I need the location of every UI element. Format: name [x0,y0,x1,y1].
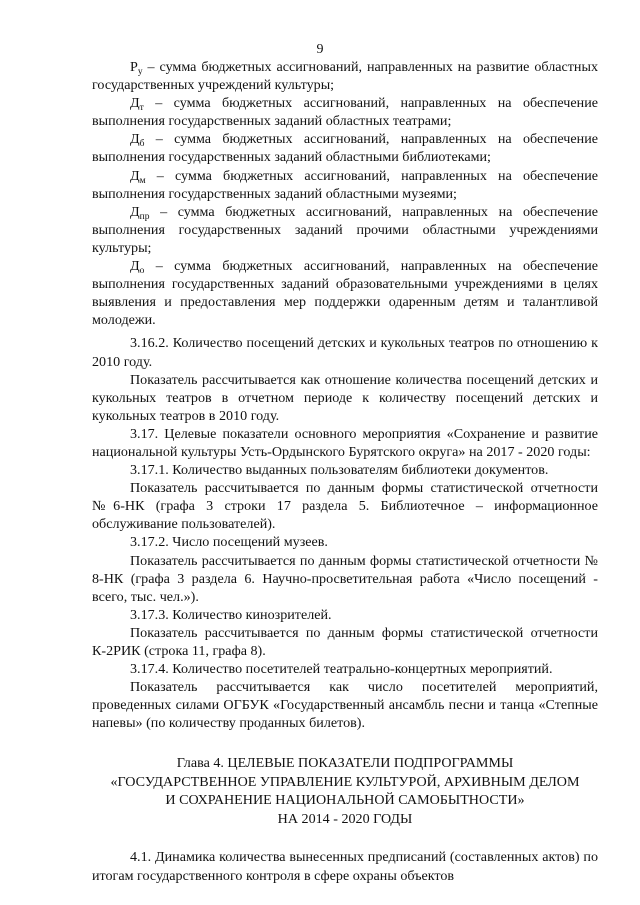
heading-line: НА 2014 - 2020 ГОДЫ [277,810,413,827]
chapter-heading [92,754,598,828]
paragraph-3-17-3-method: Показатель рассчитывается по данным формы статистической отчетности К-2РИК (строка 11, графа 8). [92,624,598,659]
section-3-17: 3.17. Целевые показатели основного мероприятия «Сохранение и развитие национальной культуры Усть-Ордынского Бурятского округа» на 2017 - 2020 годы: [92,425,598,460]
section-3-17-3: 3.17.3. Количество кинозрителей. [130,606,332,623]
section-3-16-2: 3.16.2. Количество посещений детских и кукольных театров по отношению к 2010 году. [92,335,598,370]
definition-dt: $Д_т$ – сумма бюджетных ассигнований, направленных на обеспечение выполнения государственных заданий областных театрами; [92,95,598,130]
symbol: $Д_б$ [130,131,145,150]
definition-dm: $Д_м$ – сумма бюджетных ассигнований, направленных на обеспечение выполнения государственных заданий областными музеями; [92,167,598,202]
heading-line: И СОХРАНЕНИЕ НАЦИОНАЛЬНОЙ САМОБЫТНОСТИ» [165,792,525,809]
paragraph-3-16-2-method: Показатель рассчитывается как отношение количества посещений детских и кукольных театров в отчетном периоде к количеству посещений детских и кукольных театров в 2010 году. [92,371,598,424]
paragraph-3-17-4-method: Показатель рассчитывается как число посетителей мероприятий, проведенных силами ОГБУК «Государственный ансамбль песни и танца «Степные напевы» (по количеству проданных билетов). [92,679,598,732]
page-content [92,58,598,885]
paragraph-3-17-2-method: Показатель рассчитывается по данным формы статистической отчетности № 8-НК (графа 3 раздела 6. Научно-просветительная работа «Число посещений - всего, тыс. чел.»). [92,552,598,605]
symbol: $Д_{пр}$ [130,203,150,222]
heading-line: «ГОСУДАРСТВЕННОЕ УПРАВЛЕНИЕ КУЛЬТУРОЙ, АРХИВНЫМ ДЕЛОМ [110,773,580,790]
symbol: $Д_м$ [130,167,146,186]
definition-db: $Д_б$ – сумма бюджетных ассигнований, направленных на обеспечение выполнения государственных заданий областными библиотеками; [92,131,598,166]
symbol: $Д_о$ [130,258,145,277]
definition-do: $Д_о$ – сумма бюджетных ассигнований, направленных на обеспечение выполнения государственных заданий образовательными учреждениями в целях выявления и предоставления мер поддержки одаренным детям и талантливой молодежи. [92,258,598,329]
section-4-1: 4.1. Динамика количества вынесенных предписаний (составленных актов) по итогам государственного контроля в сфере охраны объектов [92,849,598,884]
section-3-17-2: 3.17.2. Число посещений музеев. [130,534,328,551]
heading-line: Глава 4. ЦЕЛЕВЫЕ ПОКАЗАТЕЛИ ПОДПРОГРАММЫ [176,755,514,772]
paragraph-3-17-1-method: Показатель рассчитывается по данным формы статистической отчетности №6-НК (графа 3 строки 17 раздела 5. Библиотечное – информационное обслуживание пользователей). [92,480,598,533]
symbol: $Д_т$ [130,95,144,114]
definition-ry: $Р_у$ – сумма бюджетных ассигнований, направленных на развитие областных государственных учреждений культуры; [92,59,598,94]
symbol: $Р_у$ [130,59,143,77]
definition-dpr: $Д_{пр}$ – сумма бюджетных ассигнований, направленных на обеспечение выполнения государственных заданий прочими областными учреждениями культуры; [92,203,598,256]
section-3-17-1: 3.17.1. Количество выданных пользователям библиотеки документов. [130,462,549,479]
page-number: 9 [316,42,324,57]
section-3-17-4: 3.17.4. Количество посетителей театрально-концертных мероприятий. [130,661,553,678]
